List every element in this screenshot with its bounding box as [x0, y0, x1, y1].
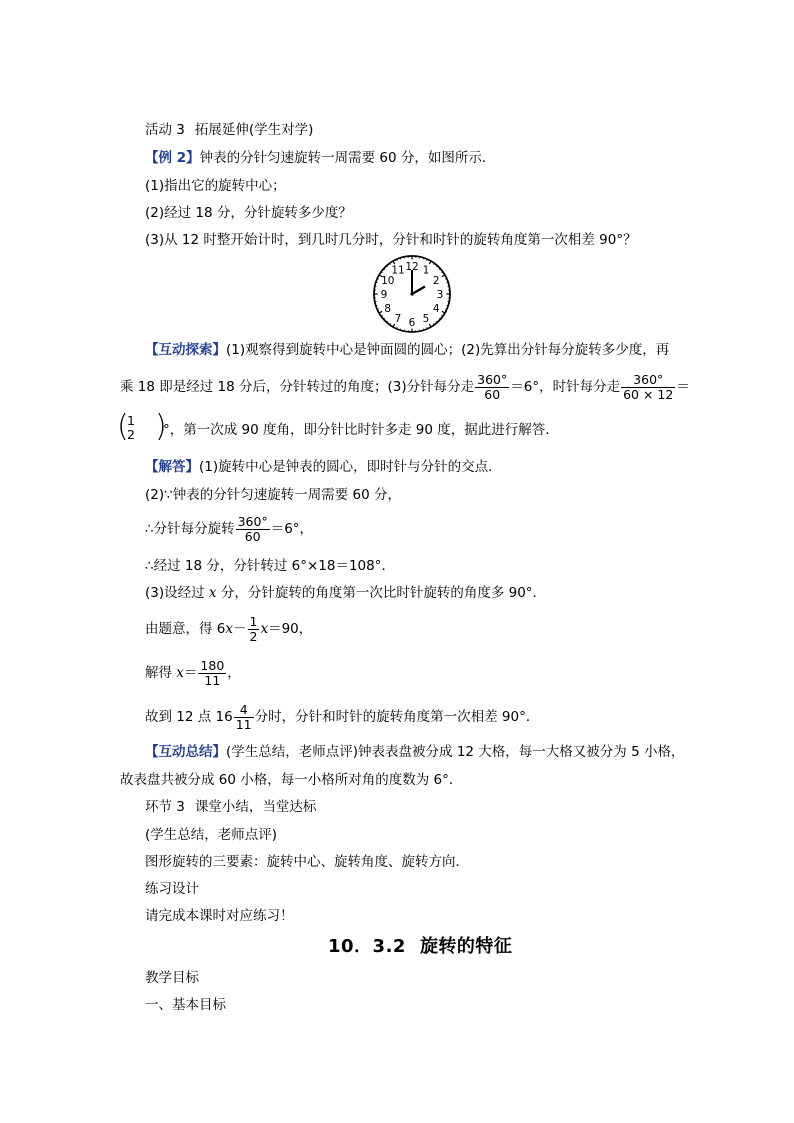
activity-heading [145, 120, 313, 140]
solution-text-3b: ＝6°， [270, 521, 314, 537]
step-label: 环节 3 [145, 799, 185, 815]
fraction-denominator: 2 [249, 628, 258, 644]
explore-text-2c: ＝ [676, 379, 690, 395]
fraction-numerator: 360° [621, 373, 675, 388]
question-1: (1)指出它的旋转中心； [145, 178, 286, 194]
clock-number: 12 [405, 260, 419, 273]
three-elements: 图形旋转的三要素：旋转中心、旋转角度、旋转方向． [145, 854, 469, 870]
question-3: (3)从 12 时整开始计时，到几时几分时，分针和时针的旋转角度第一次相差 90°？ [145, 232, 637, 248]
clock-tick [442, 311, 445, 313]
summary-text-1: (学生总结，老师点评)钟表表盘被分成 12 大格，每一大格又被分为 5 小格， [226, 744, 685, 760]
solution-line-8 [145, 700, 539, 734]
section-number: 10．3.2 [328, 936, 406, 957]
clock-number: 11 [391, 264, 405, 277]
activity-label: 活动 3 [145, 122, 185, 138]
solution-text-6a: 由题意，得 6 [145, 621, 226, 637]
fraction-numerator: 180 [200, 657, 225, 673]
clock-center [410, 292, 413, 295]
fraction-denominator: 11 [235, 716, 252, 732]
clock-tick [379, 311, 382, 313]
minus-sign: － [233, 621, 247, 637]
fraction-numerator: 1 [249, 613, 258, 629]
clock-tick [442, 275, 445, 277]
example-stem [145, 148, 495, 168]
question-2: (2)经过 18 分，分针旋转多少度？ [145, 205, 352, 221]
fraction-minutes [234, 703, 254, 732]
solution-line-1 [145, 457, 502, 477]
clock-tick [429, 324, 431, 327]
clock-figure [370, 253, 454, 335]
solution-line-7 [145, 656, 241, 690]
fraction-answer [198, 659, 226, 688]
solution-line-3 [145, 512, 313, 546]
clock-number: 4 [432, 302, 440, 315]
variable-x: x [260, 621, 269, 637]
fraction-numerator: 360° [477, 371, 508, 387]
fraction-half [125, 414, 137, 442]
review-text: (学生总结，老师点评) [145, 827, 278, 843]
variable-x: x [176, 665, 184, 681]
section-title [328, 932, 512, 958]
variable-x: x [225, 621, 234, 637]
clock-number: 8 [384, 302, 392, 315]
clock-number: 6 [408, 316, 416, 329]
summary-line-1 [145, 742, 684, 762]
solution-text-7a: 解得 [145, 665, 177, 681]
fraction-solution-rate [236, 515, 270, 544]
goals-sub: 一、基本目标 [145, 997, 226, 1013]
solution-text-1: (1)旋转中心是钟表的圆心，即时针与分针的交点． [199, 459, 502, 475]
clock-number: 2 [432, 274, 440, 287]
step-title: 课堂小结，当堂达标 [194, 799, 317, 815]
right-paren: ) [155, 409, 167, 444]
solution-text-6c: ＝90， [268, 621, 313, 637]
fraction-numerator: 360° [237, 513, 268, 529]
variable-x: x [208, 585, 217, 601]
fraction-numerator: 1 [127, 413, 135, 428]
fraction-numerator: 4 [234, 703, 254, 718]
clock-tick [429, 261, 431, 264]
fraction-denominator: 60 [484, 386, 501, 402]
solution-text-5a: (3)设经过 [145, 585, 209, 601]
clock-number: 7 [394, 313, 402, 326]
practice-text: 请完成本课时对应练习！ [145, 908, 294, 924]
summary-line-2: 故表盘共被分成 60 小格，每一小格所对角的度数为 6°． [120, 772, 463, 788]
equals-sign: ＝ [183, 665, 198, 681]
fraction-denominator: 2 [127, 426, 135, 442]
clock-number: 9 [380, 288, 388, 301]
solution-text-7c: ， [227, 665, 241, 681]
example-tag: 【例 2】 [145, 150, 200, 166]
solution-tag: 【解答】 [145, 459, 199, 475]
activity-title: 拓展延伸(学生对学) [194, 122, 314, 138]
hour-hand [412, 287, 425, 295]
explore-line-2 [120, 370, 690, 404]
solution-text-8b: 分时，分针和时针的旋转角度第一次相差 90°． [254, 709, 540, 725]
fraction-denominator: 11 [204, 672, 221, 688]
explore-line-3: °，第一次成 90 度角，即分针比时针多走 90 度，据此进行解答． [163, 422, 559, 438]
clock-number: 5 [422, 313, 430, 326]
practice-label: 练习设计 [145, 881, 199, 897]
solution-line-4: ∴经过 18 分，分针转过 6°×18＝108°． [145, 558, 395, 574]
fraction-hour-rate [621, 373, 675, 402]
left-paren: ( [117, 409, 129, 444]
summary-tag: 【互动总结】 [145, 744, 226, 760]
explore-line-1 [145, 340, 669, 360]
example-stem-text: 钟表的分针匀速旋转一周需要 60 分，如图所示． [199, 150, 496, 166]
solution-line-2: (2)∵钟表的分针匀速旋转一周需要 60 分， [145, 487, 401, 503]
fraction-half-eq [248, 615, 260, 644]
fraction-denominator: 60 [244, 528, 261, 544]
section-title-text: 旋转的特征 [419, 936, 513, 957]
solution-line-6 [145, 612, 312, 646]
explore-text-1: (1)观察得到旋转中心是钟面圆的圆心；(2)先算出分针每分旋转多少度，再 [226, 342, 670, 358]
explore-text-2b: ＝6°，时针每分走 [510, 379, 621, 395]
explore-tag: 【互动探索】 [145, 342, 226, 358]
fraction-minute-rate [475, 373, 509, 402]
solution-text-3a: ∴分针每分旋转 [145, 521, 235, 537]
fraction-denominator: 60 × 12 [623, 386, 674, 402]
solution-text-5b: 分，分针旋转的角度第一次比时针旋转的角度多 90°． [216, 585, 547, 601]
clock-number: 10 [381, 274, 395, 287]
explore-text-2a: 乘 18 即是经过 18 分后，分针转过的角度；(3)分针每分走 [120, 379, 475, 395]
clock-number: 3 [436, 288, 444, 301]
step-heading [145, 797, 316, 817]
clock-number: 1 [422, 264, 430, 277]
goals-label: 教学目标 [145, 970, 199, 986]
solution-line-5 [145, 583, 546, 603]
solution-text-8a: 故到 12 点 16 [145, 709, 233, 725]
